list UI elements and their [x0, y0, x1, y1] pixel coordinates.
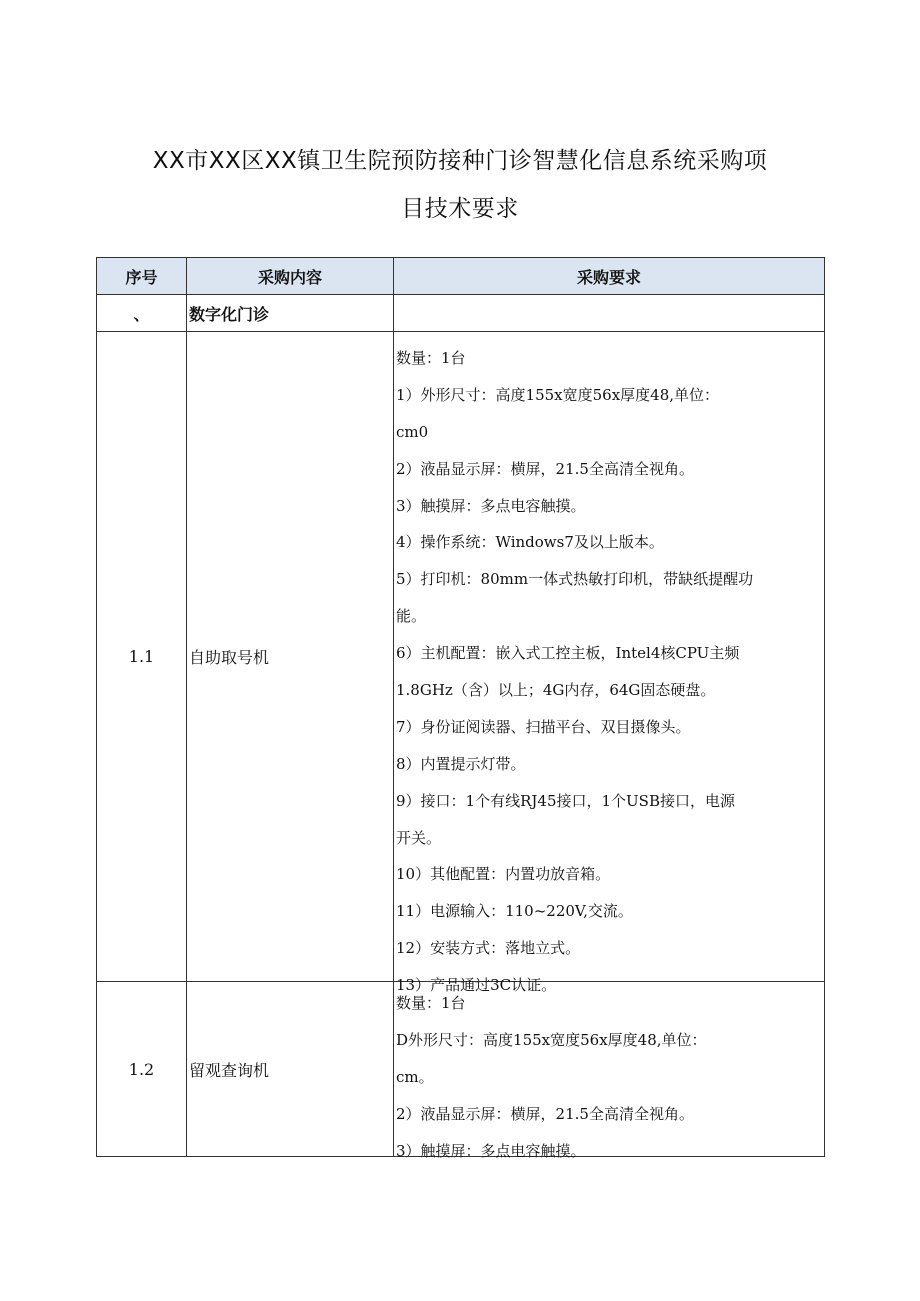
- row-requirements: [394, 982, 825, 1160]
- requirement-line: D外形尺寸：高度155x宽度56x厚度48,单位：: [396, 1030, 707, 1049]
- procurement-table: [96, 257, 825, 1160]
- row-item: 留观查询机: [187, 982, 394, 1157]
- section-seq: 、: [97, 295, 187, 332]
- requirement-line: 3）触摸屏：多点电容触摸。: [396, 1141, 586, 1160]
- requirement-line: 数量：1台: [396, 994, 466, 1012]
- requirement-line: 2）液晶显示屏：横屏，21.5全高清全视角。: [396, 459, 694, 478]
- table-header-row: [97, 258, 825, 295]
- requirement-line: 5）打印机：80mm一体式热敏打印机，带缺纸提醒功: [396, 570, 754, 589]
- header-seq: 序号: [97, 258, 187, 295]
- requirement-line: 开关。: [396, 828, 442, 847]
- requirement-line: 13）产品通过3C认证。: [396, 976, 557, 995]
- header-content: 采购内容: [187, 258, 394, 295]
- row-requirements: [394, 332, 825, 995]
- section-name: 数字化门诊: [187, 295, 394, 332]
- requirement-line: 8）内置提示灯带。: [396, 754, 526, 773]
- requirements-list: [394, 982, 824, 1160]
- requirement-line: 4）操作系统：Windows7及以上版本。: [396, 533, 664, 552]
- requirement-line: cm。: [396, 1067, 434, 1086]
- row-seq: 1.1: [97, 332, 187, 982]
- requirement-line: cm0: [396, 422, 429, 441]
- requirement-line: 11）电源输入：110~220V,交流。: [396, 902, 633, 921]
- requirement-line: 10）其他配置：内置功放音箱。: [396, 865, 611, 884]
- requirement-line: 3）触摸屏：多点电容触摸。: [396, 496, 586, 515]
- requirement-line: 9）接口：1个有线RJ45接口，1个USB接口，电源: [396, 791, 735, 810]
- requirements-list: [394, 332, 824, 995]
- requirement-line: 1）外形尺寸：高度155x宽度56x厚度48,单位：: [396, 385, 720, 404]
- requirement-line: 6）主机配置：嵌入式工控主板，Intel4核CPU主频: [396, 644, 740, 663]
- section-row: [97, 295, 825, 332]
- document-title-line2: 目技术要求: [401, 196, 519, 222]
- document-title-line1: XX市XX区XX镇卫生院预防接种门诊智慧化信息系统采购项: [152, 148, 768, 174]
- requirement-line: 能。: [396, 607, 427, 626]
- row-seq: 1.2: [97, 982, 187, 1157]
- section-req: [394, 295, 825, 332]
- requirement-line: 数量：1台: [396, 349, 466, 367]
- requirement-line: 2）液晶显示屏：横屏，21.5全高清全视角。: [396, 1104, 694, 1123]
- requirement-line: 1.8GHz（含）以上；4G内存，64G固态硬盘。: [396, 681, 716, 700]
- requirement-line: 7）身份证阅读器、扫描平台、双目摄像头。: [396, 717, 691, 736]
- requirement-line: 12）安装方式：落地立式。: [396, 939, 581, 958]
- table-row: [97, 332, 825, 982]
- row-item: 自助取号机: [187, 332, 394, 982]
- header-requirements: 采购要求: [394, 258, 825, 295]
- table-row: [97, 982, 825, 1157]
